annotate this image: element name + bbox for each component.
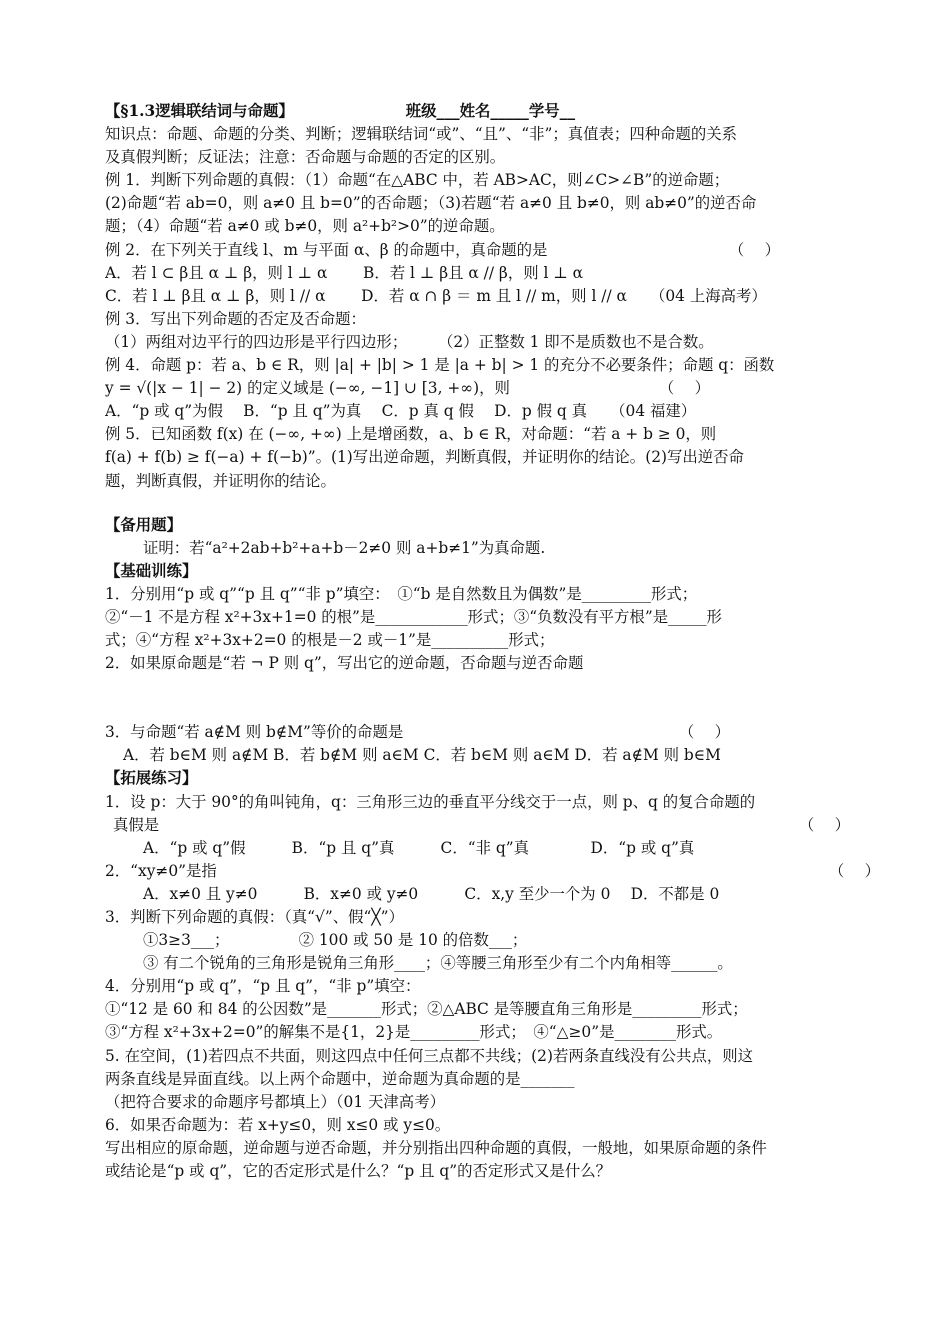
answer-bracket: （ ） bbox=[798, 815, 850, 834]
extend-5-line-2: 两条直线是异面直线。以上两个命题中，逆命题为真命题的是_______ bbox=[105, 1069, 575, 1088]
example-2-options-cd: C．若 l ⊥ β且 α ⊥ β，则 l // α D．若 α ∩ β ＝ m 且 l // m，则 l // α （04 上海高考） bbox=[105, 286, 767, 305]
extend-3-items-1: ①3≥3___； ② 100 或 50 是 10 的倍数___； bbox=[143, 931, 528, 950]
basic-1-line-1: 1．分别用“p 或 q”“p 且 q”“非 p”填空： ①“b 是自然数且为偶数”是_________形式； bbox=[105, 584, 698, 603]
title-row bbox=[105, 100, 900, 123]
extend-1-line-1: 1．设 p：大于 90°的角叫钝角，q：三角形三边的垂直平分线交于一点，则 p、q 的复合命题的 bbox=[105, 792, 756, 811]
basic-2: 2．如果原命题是“若 ¬ P 则 q”，写出它的逆命题，否命题与逆否命题 bbox=[105, 654, 584, 673]
extend-1-options: A．“p 或 q”假 B．“p 且 q”真 C．“非 q”真 D．“p 或 q”真 bbox=[143, 838, 695, 857]
example-4-text: y = √(|x − 1| − 2) 的定义域是 (−∞, −1] ∪ [3, +∞)，则 bbox=[105, 379, 510, 398]
extend-2-text: 2．“xy≠0”是指 bbox=[105, 861, 217, 880]
basic-3-stem bbox=[105, 721, 900, 744]
example-1-line-2: (2)命题“若 ab=0，则 a≠0 且 b=0”的否命题；（3)若题“若 a≠0 且 b≠0，则 ab≠0”的逆否命 bbox=[105, 194, 757, 213]
extend-2-stem bbox=[105, 860, 900, 883]
example-5-line-3: 题，判断真假，并证明你的结论。 bbox=[105, 471, 336, 490]
answer-bracket: （ ） bbox=[658, 379, 710, 398]
extend-2-options: A．x≠0 且 y≠0 B．x≠0 或 y≠0 C．x,y 至少一个为 0 D．不都是 0 bbox=[143, 884, 720, 903]
knowledge-line-1: 知识点：命题、命题的分类、判断；逻辑联结词“或”、“且”、“非”；真值表；四种命题的关系 bbox=[105, 125, 738, 144]
example-2-stem bbox=[105, 239, 900, 262]
example-3-items: （1）两组对边平行的四边形是平行四边形； （2）正整数 1 即不是质数也不是合数。 bbox=[105, 332, 714, 351]
extend-1-text: 真假是 bbox=[113, 815, 160, 834]
extend-4-stem: 4．分别用“p 或 q”，“p 且 q”，“非 p”填空： bbox=[105, 977, 421, 996]
example-3-stem: 例 3．写出下列命题的否定及否命题： bbox=[105, 309, 366, 328]
example-5-line-1: 例 5．已知函数 f(x) 在 (−∞, +∞) 上是增函数，a、b ∈ R，对命题：“若 a + b ≥ 0，则 bbox=[105, 425, 717, 444]
section-heading-basic: 【基础训练】 bbox=[105, 561, 198, 580]
worksheet bbox=[105, 100, 900, 1183]
page-title: 【§1.3逻辑联结词与命题】 bbox=[105, 102, 294, 120]
extend-3-items-2: ③ 有二个锐角的三角形是锐角三角形____；④等腰三角形至少有二个内角相等______。 bbox=[143, 954, 733, 973]
header-fields: 班级___姓名_____学号__ bbox=[405, 102, 576, 120]
basic-1-line-2: ②“－1 不是方程 x²+3x+1=0 的根”是____________形式；③“负数没有平方根”是_____形 bbox=[105, 607, 722, 626]
example-1-line-1: 例 1．判断下列命题的真假：（1）命题“在△ABC 中，若 AB>AC，则∠C>∠B”的逆命题； bbox=[105, 171, 730, 190]
example-4-options: A．“p 或 q”为假 B．“p 且 q”为真 C．p 真 q 假 D．p 假 q 真 （04 福建） bbox=[105, 402, 697, 421]
basic-1-line-3: 式；④“方程 x²+3x+2=0 的根是－2 或－1”是__________形式； bbox=[105, 631, 555, 650]
example-5-line-2: f(a) + f(b) ≥ f(−a) + f(−b)”。(1)写出逆命题，判断真假，并证明你的结论。(2)写出逆否命 bbox=[105, 448, 744, 467]
answer-bracket: （ ） bbox=[728, 240, 780, 259]
extend-6-line-1: 6．如果否命题为：若 x+y≤0，则 x≤0 或 y≤0。 bbox=[105, 1115, 451, 1134]
extend-4-items-1: ①“12 是 60 和 84 的公因数”是_______形式；②△ABC 是等腰直角三角形是_________形式； bbox=[105, 1000, 748, 1019]
extend-6-line-2: 写出相应的原命题，逆命题与逆否命题，并分别指出四种命题的真假，一般地，如果原命题的条件 bbox=[105, 1138, 767, 1157]
example-1-line-3: 题；（4）命题“若 a≠0 或 b≠0，则 a²+b²>0”的逆命题。 bbox=[105, 217, 505, 236]
basic-3-text: 3．与命题“若 a∉M 则 b∉M”等价的命题是 bbox=[105, 723, 404, 742]
extend-4-items-2: ③“方程 x²+3x+2=0”的解集不是{1，2}是_________形式； ④“△≥0”是________形式。 bbox=[105, 1023, 723, 1042]
example-4-line-2 bbox=[105, 377, 900, 400]
extend-6-line-3: 或结论是“p 或 q”，它的否定形式是什么？“p 且 q”的否定形式又是什么？ bbox=[105, 1162, 611, 1181]
extend-5-line-3: （把符合要求的命题序号都填上）（01 天津高考） bbox=[105, 1092, 445, 1111]
extend-1-line-2 bbox=[105, 814, 900, 837]
section-heading-extend: 【拓展练习】 bbox=[105, 769, 198, 788]
section-heading-backup: 【备用题】 bbox=[105, 515, 182, 534]
example-2-text: 例 2．在下列关于直线 l、m 与平面 α、β 的命题中，真命题的是 bbox=[105, 240, 548, 259]
backup-proof: 证明：若“a²+2ab+b²+a+b－2≠0 则 a+b≠1”为真命题. bbox=[143, 538, 546, 557]
example-4-line-1: 例 4．命题 p：若 a、b ∈ R，则 |a| + |b| > 1 是 |a + b| > 1 的充分不必要条件；命题 q：函数 bbox=[105, 356, 775, 375]
basic-3-options: A．若 b∈M 则 a∉M B．若 b∉M 则 a∈M C．若 b∈M 则 a∈M D．若 a∉M 则 b∈M bbox=[123, 746, 721, 765]
answer-bracket: （ ） bbox=[828, 861, 880, 880]
extend-3-stem: 3．判断下列命题的真假：（真“√”、假“╳”） bbox=[105, 908, 404, 926]
answer-bracket: （ ） bbox=[678, 723, 730, 742]
example-2-options-ab: A．若 l ⊂ β且 α ⊥ β，则 l ⊥ α B．若 l ⊥ β且 α // β，则 l ⊥ α bbox=[105, 263, 584, 282]
knowledge-line-2: 及真假判断；反证法；注意：否命题与命题的否定的区别。 bbox=[105, 148, 506, 167]
extend-5-line-1: 5. 在空间，(1)若四点不共面，则这四点中任何三点都不共线；(2)若两条直线没有公共点，则这 bbox=[105, 1046, 754, 1065]
